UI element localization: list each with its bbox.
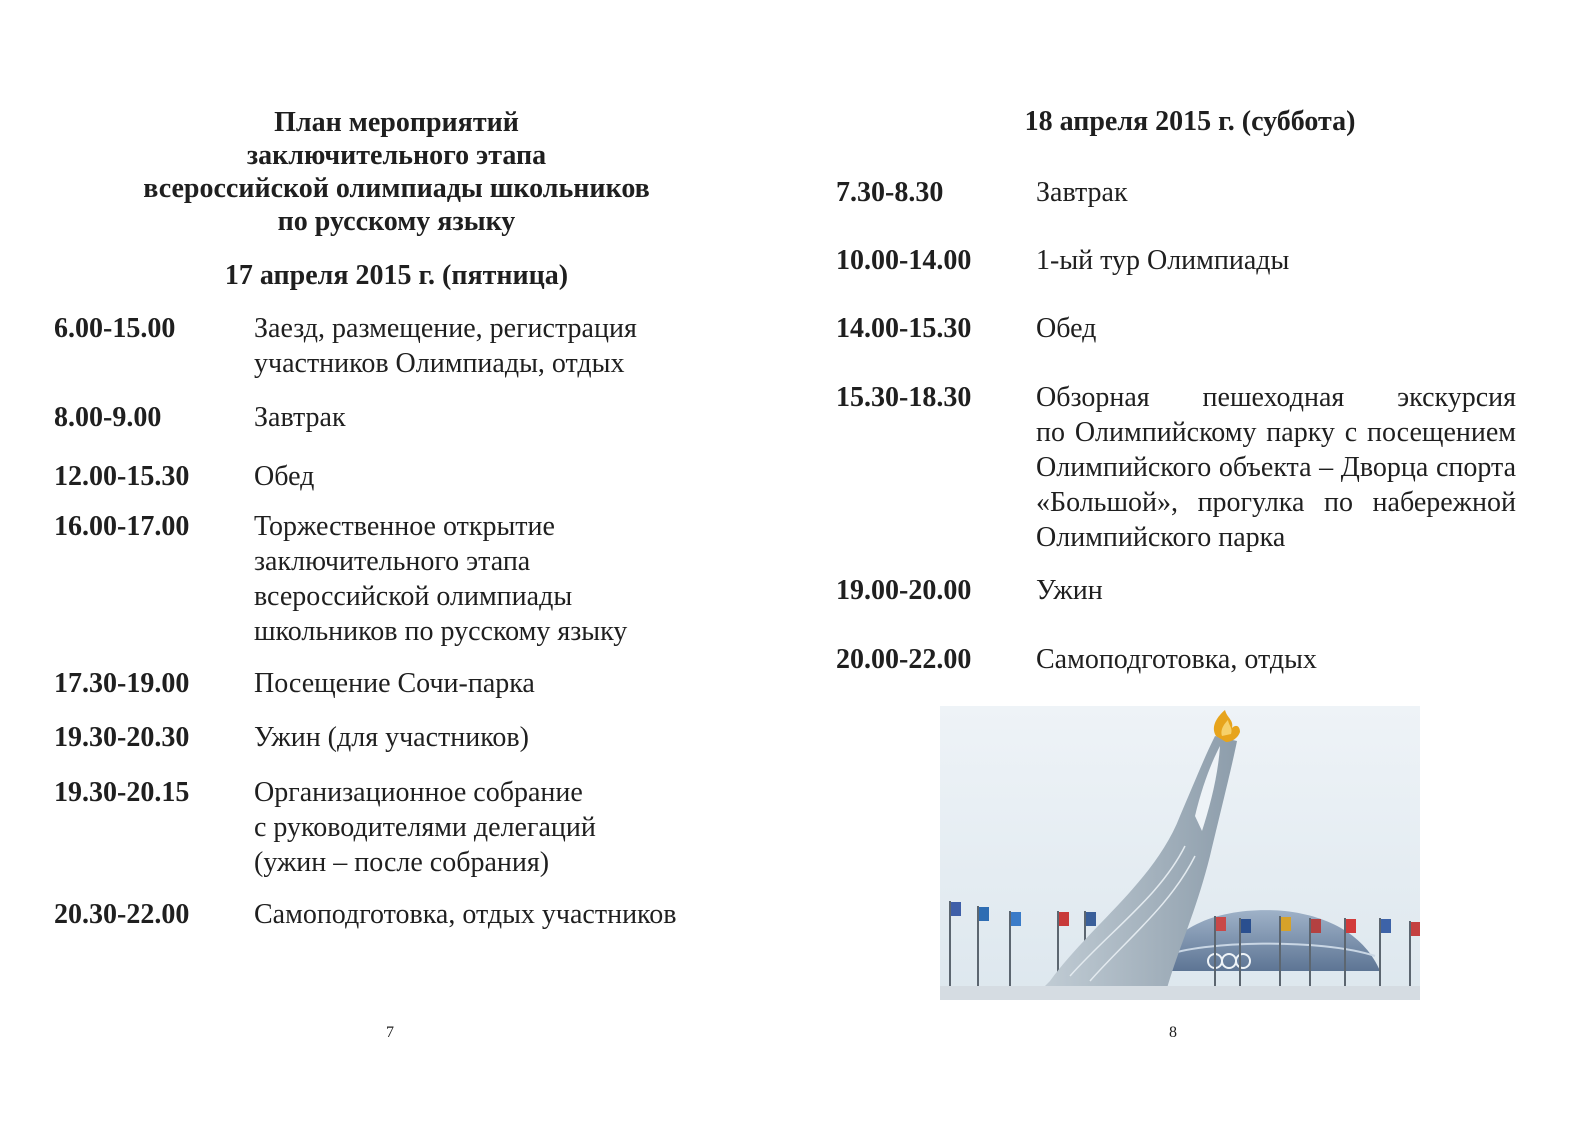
day-heading: 18 апреля 2015 г. (суббота)	[1024, 106, 1356, 137]
title-line: всероссийской олимпиады школьников	[143, 173, 650, 204]
description-line: Обзорная пешеходная экскурсия	[1036, 382, 1516, 413]
description-line: всероссийской олимпиады	[254, 581, 573, 612]
event-description	[1036, 642, 1516, 677]
description-line: (ужин – после собрания)	[254, 847, 550, 878]
event-description	[254, 775, 754, 880]
description-line: Завтрак	[1036, 177, 1128, 208]
event-time: 15.30-18.30	[836, 382, 972, 413]
event-description	[1036, 311, 1516, 346]
description-line: Обед	[1036, 313, 1097, 344]
event-time: 6.00-15.00	[54, 313, 176, 344]
description-line: с руководителями делегаций	[254, 812, 596, 843]
event-description	[254, 459, 754, 494]
event-description	[254, 897, 754, 932]
description-line: «Большой», прогулка по набережной	[1036, 487, 1516, 518]
event-time: 16.00-17.00	[54, 511, 190, 542]
description-line: Посещение Сочи-парка	[254, 668, 535, 699]
description-line: Обед	[254, 461, 315, 492]
event-time: 8.00-9.00	[54, 402, 162, 433]
description-line: Организационное собрание	[254, 777, 583, 808]
title-line: заключительного этапа	[246, 140, 547, 171]
title-line: по русскому языку	[277, 206, 516, 237]
event-description	[1036, 380, 1516, 555]
description-line: Ужин	[1036, 575, 1103, 606]
event-description	[1036, 573, 1516, 608]
event-time: 20.00-22.00	[836, 644, 972, 675]
schedule-title	[0, 106, 793, 238]
olympic-cauldron-photo	[940, 706, 1420, 1000]
event-time: 19.30-20.30	[54, 722, 190, 753]
event-time: 14.00-15.30	[836, 313, 972, 344]
description-line: Торжественное открытие	[254, 511, 555, 542]
event-time: 19.30-20.15	[54, 777, 190, 808]
event-description	[254, 400, 754, 435]
event-description	[1036, 175, 1516, 210]
event-description	[1036, 243, 1516, 278]
description-line: Завтрак	[254, 402, 346, 433]
event-time: 17.30-19.00	[54, 668, 190, 699]
description-line: по Олимпийскому парку с посещением	[1036, 417, 1516, 448]
event-time: 20.30-22.00	[54, 899, 190, 930]
description-line: школьников по русскому языку	[254, 616, 628, 647]
right-page	[793, 0, 1587, 1122]
event-time: 19.00-20.00	[836, 575, 972, 606]
event-description	[254, 311, 754, 381]
description-line: Олимпийского объекта – Дворца спорта	[1036, 452, 1516, 483]
event-time: 10.00-14.00	[836, 245, 972, 276]
description-line: участников Олимпиады, отдых	[254, 348, 625, 379]
description-line: Заезд, размещение, регистрация	[254, 313, 637, 344]
event-description	[254, 720, 754, 755]
day-heading: 17 апреля 2015 г. (пятница)	[224, 260, 569, 291]
description-line: Самоподготовка, отдых	[1036, 644, 1317, 675]
description-line: Ужин (для участников)	[254, 722, 529, 753]
event-description	[254, 509, 754, 649]
description-line: Олимпийского парка	[1036, 522, 1286, 553]
page-number: 8	[1169, 1024, 1177, 1041]
photo-illustration	[940, 706, 1420, 1000]
page-number: 7	[386, 1024, 394, 1041]
description-line: заключительного этапа	[254, 546, 531, 577]
event-time: 12.00-15.30	[54, 461, 190, 492]
description-line: Самоподготовка, отдых участников	[254, 899, 677, 930]
left-page	[0, 0, 793, 1122]
event-description	[254, 666, 754, 701]
event-time: 7.30-8.30	[836, 177, 944, 208]
title-line: План мероприятий	[274, 107, 519, 138]
description-line: 1-ый тур Олимпиады	[1036, 245, 1290, 276]
